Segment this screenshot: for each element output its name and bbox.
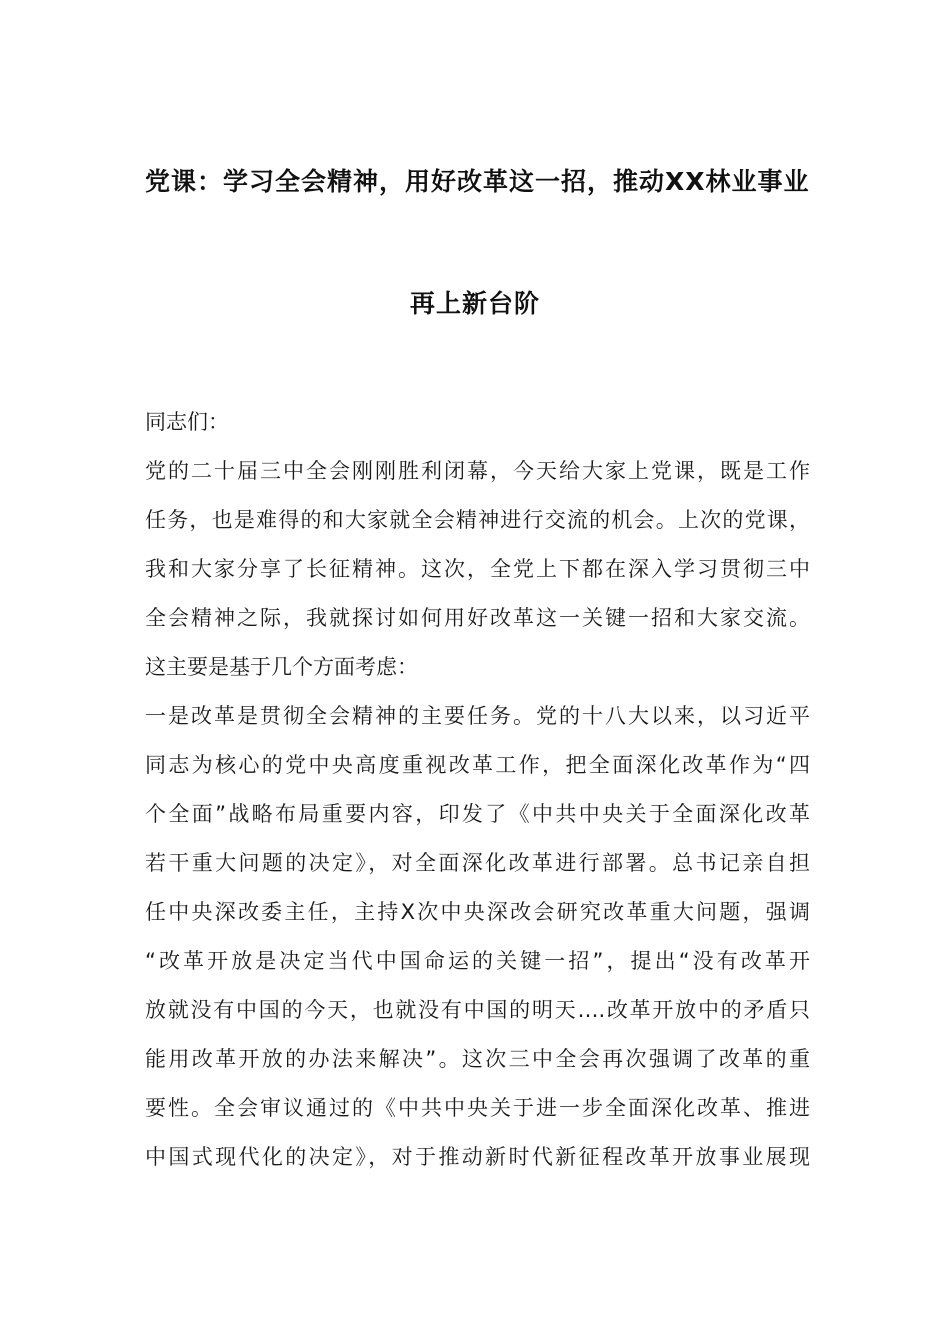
- body-line: 放就没有中国的今天，也就没有中国的明天….改革开放中的矛盾只: [145, 998, 810, 1022]
- salutation-line: 同志们：: [145, 410, 229, 434]
- body-line: 任中央深改委主任，主持X次中央深改会研究改革重大问题，强调: [145, 900, 810, 924]
- body-line: 中国式现代化的决定》，对于推动新时代新征程改革开放事业展现: [145, 1145, 810, 1169]
- body-line: 我和大家分享了长征精神。这次，全党上下都在深入学习贯彻三中: [145, 557, 810, 581]
- body-line: 同志为核心的党中央高度重视改革工作，把全面深化改革作为“四: [145, 753, 810, 777]
- document-title-line-1: 党课：学习全会精神，用好改革这一招，推动XX林业事业: [145, 167, 810, 196]
- document-title-line-2: 再上新台阶: [409, 289, 540, 318]
- body-line: 这主要是基于几个方面考虑：: [145, 655, 418, 679]
- body-line: 一是改革是贯彻全会精神的主要任务。党的十八大以来，以习近平: [145, 704, 810, 728]
- body-line: 要性。全会审议通过的《中共中央关于进一步全面深化改革、推进: [145, 1096, 810, 1120]
- body-line: 若干重大问题的决定》，对全面深化改革进行部署。总书记亲自担: [145, 851, 810, 875]
- body-line: “改革开放是决定当代中国命运的关键一招”，提出“没有改革开: [145, 949, 810, 973]
- document-body: [145, 398, 810, 1182]
- body-line: 任务，也是难得的和大家就全会精神进行交流的机会。上次的党课，: [145, 508, 810, 532]
- body-line: 全会精神之际，我就探讨如何用好改革这一关键一招和大家交流。: [145, 606, 810, 630]
- body-line: 个全面”战略布局重要内容，印发了《中共中央关于全面深化改革: [145, 802, 810, 826]
- body-line: 党的二十届三中全会刚刚胜利闭幕，今天给大家上党课，既是工作: [145, 459, 810, 483]
- body-line: 能用改革开放的办法来解决”。这次三中全会再次强调了改革的重: [145, 1047, 810, 1071]
